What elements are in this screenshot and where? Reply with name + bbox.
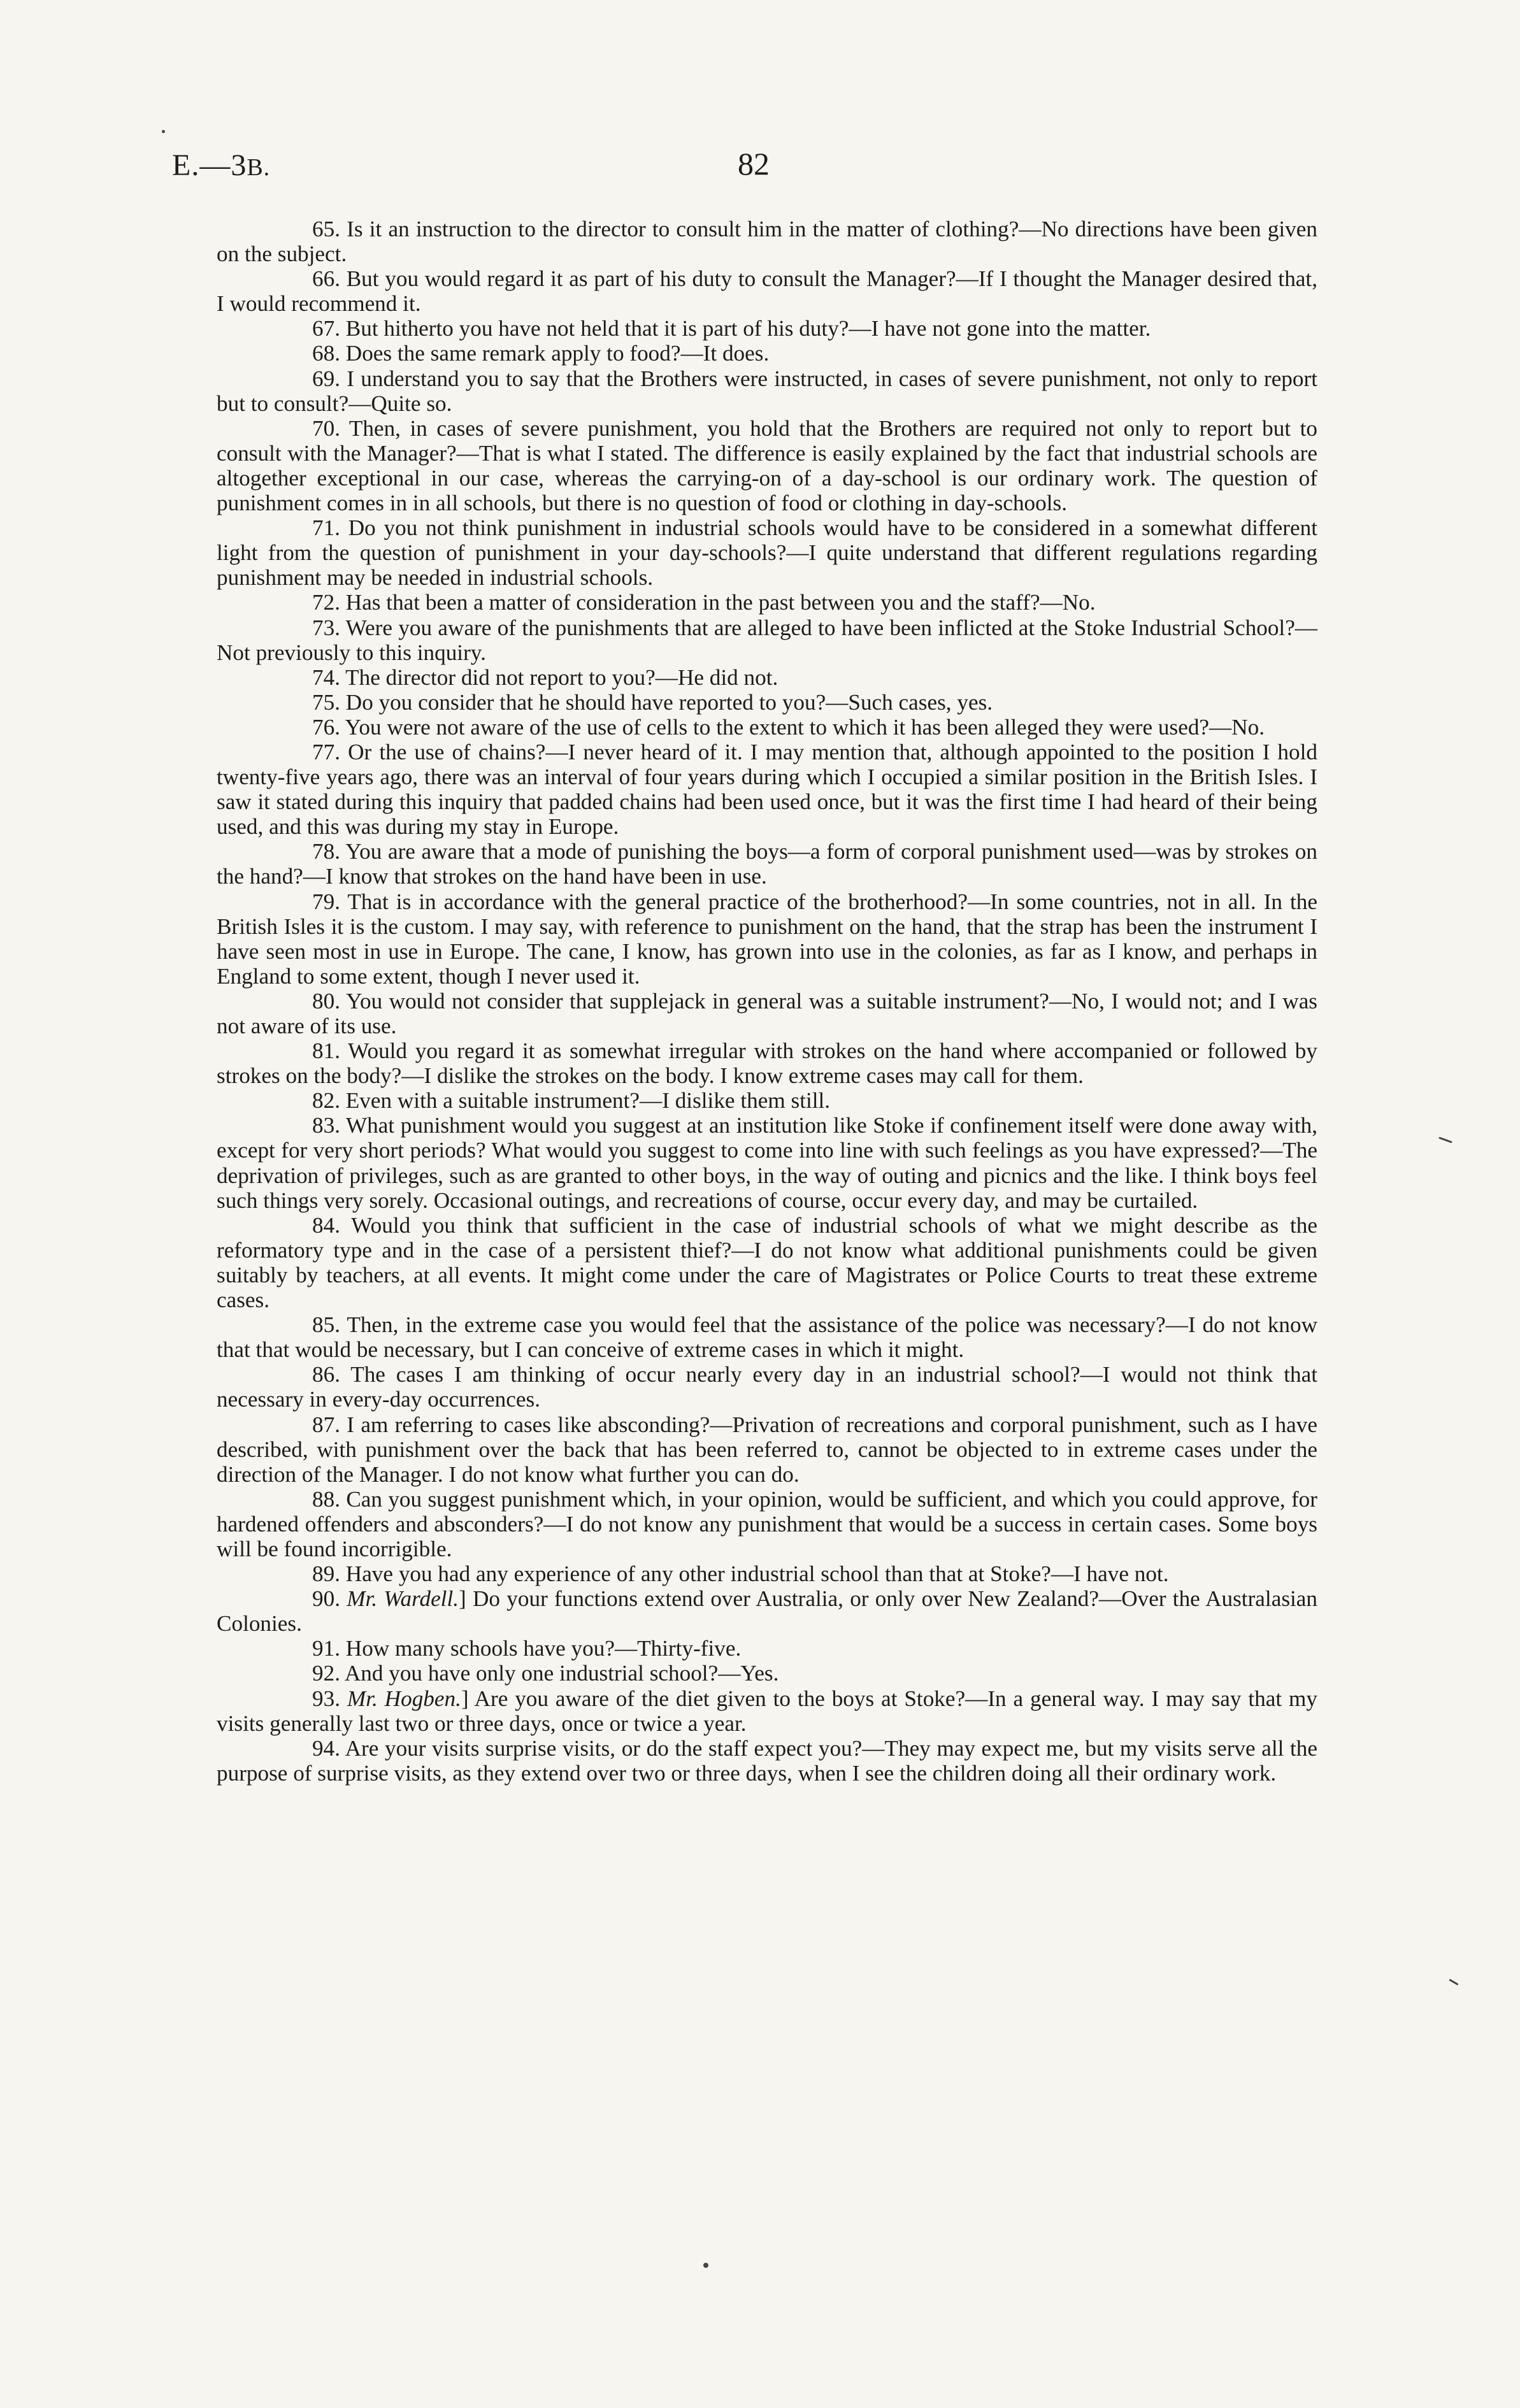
paragraph-66: 66. But you would regard it as part of his duty to consult the Manager?—If I thought the Manager desired that, I would recommend it. <box>217 266 1317 317</box>
question-text: ] Are you aware of the diet given to the boys at Stoke?—In a general way. I may say that my visits generally last two or three days, once or twice a year. <box>217 1686 1317 1736</box>
paragraph-73: 73. Were you aware of the punishments that are alleged to have been inflicted at the Stoke Industrial School?—Not previously to this inquiry. <box>217 615 1317 665</box>
paragraph-72: 72. Has that been a matter of consideration in the past between you and the staff?—No. <box>312 590 1096 615</box>
paragraph-69: 69. I understand you to say that the Brothers were instructed, in cases of severe punishment, not only to report but to consult?—Quite so. <box>217 366 1317 416</box>
paragraph-70: 70. Then, in cases of severe punishment, you hold that the Brothers are required not only to report but to consult with the Manager?—That is what I stated. The difference is easily explained by the fact that industrial schools are altogether exceptional in our case, whereas the carrying-on of a day-school is our ordinary work. The question of punishment comes in in all schools, but there is no question of food or clothing in day-schools. <box>217 415 1317 516</box>
page-number: 82 <box>738 146 770 182</box>
question-number: 93. <box>312 1686 347 1711</box>
paragraph-65: 65. Is it an instruction to the director to consult him in the matter of clothing?—No directions have been given on the subject. <box>217 217 1317 267</box>
paragraph-82: 82. Even with a suitable instrument?—I dislike them still. <box>312 1088 831 1114</box>
paragraph-80: 80. You would not consider that supplejack in general was a suitable instrument?—No, I would not; and I was not aware of its use. <box>217 988 1317 1038</box>
scan-speck <box>703 2263 708 2268</box>
testimony-body <box>217 217 1317 1786</box>
paragraph-94: 94. Are your visits surprise visits, or do the staff expect you?—They may expect me, but my visits serve all the purpose of surprise visits, as they extend over two or three days, when I see the children doing all their ordinary work. <box>217 1735 1317 1786</box>
paragraph-88: 88. Can you suggest punishment which, in your opinion, would be sufficient, and which you could approve, for hardened offenders and absconders?—I do not know any punishment that would be a success in certain cases. Some boys will be found incorrigible. <box>217 1486 1317 1561</box>
paragraph-90 <box>121 1586 1317 1636</box>
paragraph-91: 91. How many schools have you?—Thirty-five. <box>312 1636 742 1661</box>
reference-suffix: B. <box>247 154 271 181</box>
paragraph-84: 84. Would you think that sufficient in the case of industrial schools of what we might describe as the reformatory type and in the case of a persistent thief?—I do not know what additional punishments could be given suitably by teachers, at all events. It might come under the care of Magistrates or Police Courts to treat these extreme cases. <box>217 1212 1317 1313</box>
question-number: 90. <box>312 1586 347 1612</box>
scan-speck <box>1449 1979 1458 1986</box>
reference-main: E.—3 <box>172 148 247 182</box>
paragraph-76: 76. You were not aware of the use of cells to the extent to which it has been alleged they were used?—No. <box>312 714 1265 740</box>
paragraph-81: 81. Would you regard it as somewhat irregular with strokes on the hand where accompanied or followed by strokes on the body?—I dislike the strokes on the body. I know extreme cases may call for them. <box>217 1038 1317 1089</box>
paragraph-67: 67. But hitherto you have not held that it is part of his duty?—I have not gone into the matter. <box>312 316 1151 341</box>
speaker-name: Mr. Hogben. <box>347 1686 461 1711</box>
paragraph-87: 87. I am referring to cases like absconding?—Privation of recreations and corporal punishment, such as I have described, with punishment over the back that has been referred to, cannot be objected to in extreme cases under the direction of the Manager. I do not know what further you can do. <box>217 1412 1317 1487</box>
paragraph-83: 83. What punishment would you suggest at an institution like Stoke if confinement itself were done away with, except for very short periods? What would you suggest to come into line with such feelings as you have expressed?—The deprivation of privileges, such as are granted to other boys, in the way of outing and picnics and the like. I think boys feel such things very sorely. Occasional outings, and recreations of course, occur every day, and may be curtailed. <box>217 1113 1317 1213</box>
paragraph-75: 75. Do you consider that he should have reported to you?—Such cases, yes. <box>312 689 993 715</box>
paragraph-68: 68. Does the same remark apply to food?—It does. <box>312 341 770 366</box>
paragraph-77: 77. Or the use of chains?—I never heard of it. I may mention that, although appointed to the position I hold twenty-five years ago, there was an interval of four years during which I occupied a similar position in the British Isles. I saw it stated during this inquiry that padded chains had been used once, but it was the first time I had heard of their being used, and this was during my stay in Europe. <box>217 739 1317 840</box>
paragraph-78: 78. You are aware that a mode of punishing the boys—a form of corporal punishment used—was by strokes on the hand?—I know that strokes on the hand have been in use. <box>217 839 1317 889</box>
scan-speck <box>162 130 165 133</box>
paragraph-71: 71. Do you not think punishment in industrial schools would have to be considered in a somewhat different light from the question of punishment in your day-schools?—I quite understand that different regulations regarding punishment may be needed in industrial schools. <box>217 515 1317 591</box>
paragraph-92: 92. And you have only one industrial school?—Yes. <box>312 1661 779 1686</box>
paragraph-74: 74. The director did not report to you?—He did not. <box>312 664 778 690</box>
scan-speck <box>1438 1136 1452 1143</box>
speaker-name: Mr. Wardell. <box>347 1586 459 1612</box>
paragraph-93 <box>121 1686 1317 1736</box>
paragraph-85: 85. Then, in the extreme case you would feel that the assistance of the police was necessary?—I do not know that that would be necessary, but I can conceive of extreme cases in which it might. <box>217 1312 1317 1363</box>
paragraph-79: 79. That is in accordance with the general practice of the brotherhood?—In some countries, not in all. In the British Isles it is the custom. I may say, with reference to punishment on the hand, that the strap has been the instrument I have seen most in use in Europe. The cane, I know, has grown into use in the colonies, as far as I know, and perhaps in England to some extent, though I never used it. <box>217 889 1317 989</box>
paragraph-86: 86. The cases I am thinking of occur nearly every day in an industrial school?—I would not think that necessary in every-day occurrences. <box>217 1362 1317 1412</box>
question-text: ] Do your functions extend over Australia, or only over New Zealand?—Over the Australasian Colonies. <box>217 1586 1317 1637</box>
paragraph-89: 89. Have you had any experience of any other industrial school than that at Stoke?—I have not. <box>312 1561 1169 1587</box>
document-reference <box>172 148 270 183</box>
